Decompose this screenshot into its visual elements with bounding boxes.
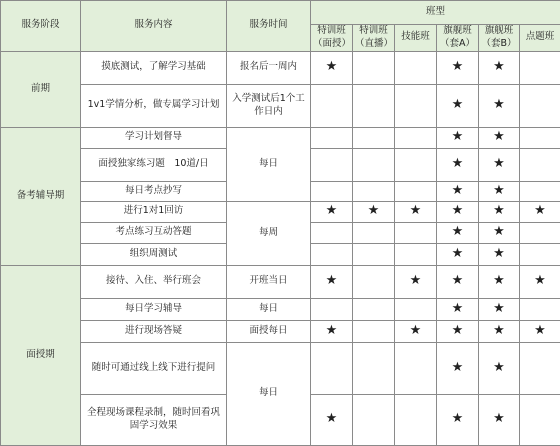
class-cell-2 bbox=[353, 181, 395, 201]
time-cell: 开班当日 bbox=[227, 265, 311, 298]
class-cell-5 bbox=[479, 222, 520, 243]
time-cell: 每日 bbox=[227, 127, 311, 201]
content-cell: 随时可通过线上线下进行提问 bbox=[81, 342, 227, 394]
class-cell-1 bbox=[311, 181, 353, 201]
class-cell-4 bbox=[437, 51, 479, 84]
star-icon: ★ bbox=[452, 156, 464, 171]
class-cell-4 bbox=[437, 265, 479, 298]
table-row bbox=[1, 127, 560, 148]
star-icon: ★ bbox=[326, 203, 338, 218]
header-row-1 bbox=[1, 1, 560, 25]
class-cell-2 bbox=[353, 342, 395, 394]
class-cell-2 bbox=[353, 201, 395, 222]
class-cell-6 bbox=[520, 265, 560, 298]
table-row bbox=[1, 320, 560, 342]
class-cell-3 bbox=[395, 243, 437, 265]
star-icon: ★ bbox=[493, 156, 505, 171]
class-cell-2 bbox=[353, 298, 395, 320]
star-icon: ★ bbox=[326, 411, 338, 426]
header-class-type: 班型 bbox=[311, 1, 560, 25]
class-cell-6 bbox=[520, 222, 560, 243]
time-cell: 面授每日 bbox=[227, 320, 311, 342]
star-icon: ★ bbox=[452, 97, 464, 112]
class-cell-3 bbox=[395, 51, 437, 84]
class-cell-5 bbox=[479, 243, 520, 265]
class-cell-6 bbox=[520, 342, 560, 394]
class-header-1: 特训班（面授） bbox=[311, 25, 353, 52]
class-cell-2 bbox=[353, 222, 395, 243]
class-cell-3 bbox=[395, 394, 437, 445]
star-icon: ★ bbox=[452, 224, 464, 239]
class-cell-1 bbox=[311, 342, 353, 394]
star-icon: ★ bbox=[493, 411, 505, 426]
header-content: 服务内容 bbox=[81, 1, 227, 52]
class-cell-6 bbox=[520, 243, 560, 265]
content-cell: 每日学习辅导 bbox=[81, 298, 227, 320]
class-cell-4 bbox=[437, 84, 479, 127]
class-cell-2 bbox=[353, 127, 395, 148]
class-cell-1 bbox=[311, 394, 353, 445]
class-cell-6 bbox=[520, 148, 560, 181]
class-header-4: 旗舰班（套A） bbox=[437, 25, 479, 52]
class-cell-6 bbox=[520, 298, 560, 320]
class-cell-2 bbox=[353, 51, 395, 84]
star-icon: ★ bbox=[368, 203, 380, 218]
class-cell-3 bbox=[395, 342, 437, 394]
class-cell-3 bbox=[395, 298, 437, 320]
star-icon: ★ bbox=[410, 203, 422, 218]
class-cell-5 bbox=[479, 201, 520, 222]
class-cell-6 bbox=[520, 127, 560, 148]
star-icon: ★ bbox=[493, 360, 505, 375]
star-icon: ★ bbox=[452, 59, 464, 74]
class-cell-2 bbox=[353, 84, 395, 127]
class-cell-3 bbox=[395, 148, 437, 181]
class-cell-4 bbox=[437, 298, 479, 320]
star-icon: ★ bbox=[326, 273, 338, 288]
class-cell-6 bbox=[520, 181, 560, 201]
star-icon: ★ bbox=[534, 203, 546, 218]
content-cell: 每日考点抄写 bbox=[81, 181, 227, 201]
class-cell-5 bbox=[479, 127, 520, 148]
content-cell: 学习计划督导 bbox=[81, 127, 227, 148]
class-cell-5 bbox=[479, 148, 520, 181]
table-row bbox=[1, 84, 560, 127]
content-cell: 1v1学情分析，做专属学习计划 bbox=[81, 84, 227, 127]
time-cell: 每日 bbox=[227, 342, 311, 445]
content-cell: 全程现场课程录制，随时回看巩固学习效果 bbox=[81, 394, 227, 445]
star-icon: ★ bbox=[493, 59, 505, 74]
class-cell-3 bbox=[395, 84, 437, 127]
class-cell-2 bbox=[353, 394, 395, 445]
class-header-2: 特训班（直播） bbox=[353, 25, 395, 52]
class-cell-1 bbox=[311, 148, 353, 181]
class-cell-1 bbox=[311, 265, 353, 298]
time-cell: 每周 bbox=[227, 201, 311, 265]
star-icon: ★ bbox=[452, 129, 464, 144]
class-cell-3 bbox=[395, 127, 437, 148]
class-cell-1 bbox=[311, 201, 353, 222]
class-cell-2 bbox=[353, 265, 395, 298]
class-cell-5 bbox=[479, 342, 520, 394]
class-cell-1 bbox=[311, 127, 353, 148]
star-icon: ★ bbox=[326, 323, 338, 338]
class-cell-6 bbox=[520, 84, 560, 127]
star-icon: ★ bbox=[452, 246, 464, 261]
star-icon: ★ bbox=[493, 323, 505, 338]
star-icon: ★ bbox=[452, 183, 464, 198]
class-cell-6 bbox=[520, 51, 560, 84]
class-cell-4 bbox=[437, 243, 479, 265]
class-cell-4 bbox=[437, 127, 479, 148]
content-cell: 摸底测试，了解学习基础 bbox=[81, 51, 227, 84]
content-cell: 接待、入住、举行班会 bbox=[81, 265, 227, 298]
star-icon: ★ bbox=[452, 360, 464, 375]
class-cell-4 bbox=[437, 222, 479, 243]
class-cell-1 bbox=[311, 320, 353, 342]
class-cell-2 bbox=[353, 320, 395, 342]
star-icon: ★ bbox=[410, 323, 422, 338]
class-cell-4 bbox=[437, 181, 479, 201]
class-cell-2 bbox=[353, 243, 395, 265]
stage-cell: 备考辅导期 bbox=[1, 127, 81, 265]
class-cell-2 bbox=[353, 148, 395, 181]
time-cell: 每日 bbox=[227, 298, 311, 320]
class-cell-1 bbox=[311, 298, 353, 320]
stage-cell: 前期 bbox=[1, 51, 81, 127]
class-cell-5 bbox=[479, 320, 520, 342]
star-icon: ★ bbox=[493, 183, 505, 198]
class-cell-5 bbox=[479, 394, 520, 445]
class-cell-3 bbox=[395, 222, 437, 243]
table-row bbox=[1, 342, 560, 394]
class-cell-4 bbox=[437, 394, 479, 445]
star-icon: ★ bbox=[493, 224, 505, 239]
star-icon: ★ bbox=[452, 203, 464, 218]
class-cell-5 bbox=[479, 265, 520, 298]
class-cell-1 bbox=[311, 51, 353, 84]
star-icon: ★ bbox=[534, 323, 546, 338]
star-icon: ★ bbox=[452, 411, 464, 426]
star-icon: ★ bbox=[493, 301, 505, 316]
class-cell-6 bbox=[520, 394, 560, 445]
class-cell-6 bbox=[520, 320, 560, 342]
class-cell-5 bbox=[479, 84, 520, 127]
class-cell-1 bbox=[311, 84, 353, 127]
class-cell-3 bbox=[395, 181, 437, 201]
class-cell-5 bbox=[479, 298, 520, 320]
table-row bbox=[1, 265, 560, 298]
header-time: 服务时间 bbox=[227, 1, 311, 52]
time-cell: 入学测试后1个工作日内 bbox=[227, 84, 311, 127]
header-stage: 服务阶段 bbox=[1, 1, 81, 52]
class-cell-5 bbox=[479, 51, 520, 84]
class-cell-4 bbox=[437, 201, 479, 222]
class-cell-3 bbox=[395, 265, 437, 298]
star-icon: ★ bbox=[410, 273, 422, 288]
class-cell-4 bbox=[437, 148, 479, 181]
star-icon: ★ bbox=[534, 273, 546, 288]
class-cell-4 bbox=[437, 342, 479, 394]
table-row bbox=[1, 201, 560, 222]
star-icon: ★ bbox=[326, 59, 338, 74]
content-cell: 组织周测试 bbox=[81, 243, 227, 265]
class-cell-4 bbox=[437, 320, 479, 342]
star-icon: ★ bbox=[493, 246, 505, 261]
table-row bbox=[1, 51, 560, 84]
class-cell-3 bbox=[395, 320, 437, 342]
content-cell: 面授独家练习题 10道/日 bbox=[81, 148, 227, 181]
content-cell: 进行1对1回访 bbox=[81, 201, 227, 222]
class-cell-3 bbox=[395, 201, 437, 222]
star-icon: ★ bbox=[452, 323, 464, 338]
star-icon: ★ bbox=[493, 129, 505, 144]
content-cell: 考点练习互动答题 bbox=[81, 222, 227, 243]
star-icon: ★ bbox=[493, 273, 505, 288]
stage-cell: 面授期 bbox=[1, 265, 81, 445]
class-header-5: 旗舰班（套B） bbox=[479, 25, 520, 52]
class-cell-1 bbox=[311, 222, 353, 243]
content-cell: 进行现场答疑 bbox=[81, 320, 227, 342]
class-header-6: 点题班 bbox=[520, 25, 560, 52]
class-cell-6 bbox=[520, 201, 560, 222]
star-icon: ★ bbox=[452, 301, 464, 316]
star-icon: ★ bbox=[452, 273, 464, 288]
star-icon: ★ bbox=[493, 203, 505, 218]
time-cell: 报名后一周内 bbox=[227, 51, 311, 84]
class-cell-1 bbox=[311, 243, 353, 265]
class-cell-5 bbox=[479, 181, 520, 201]
table-row bbox=[1, 298, 560, 320]
star-icon: ★ bbox=[493, 97, 505, 112]
class-header-3: 技能班 bbox=[395, 25, 437, 52]
